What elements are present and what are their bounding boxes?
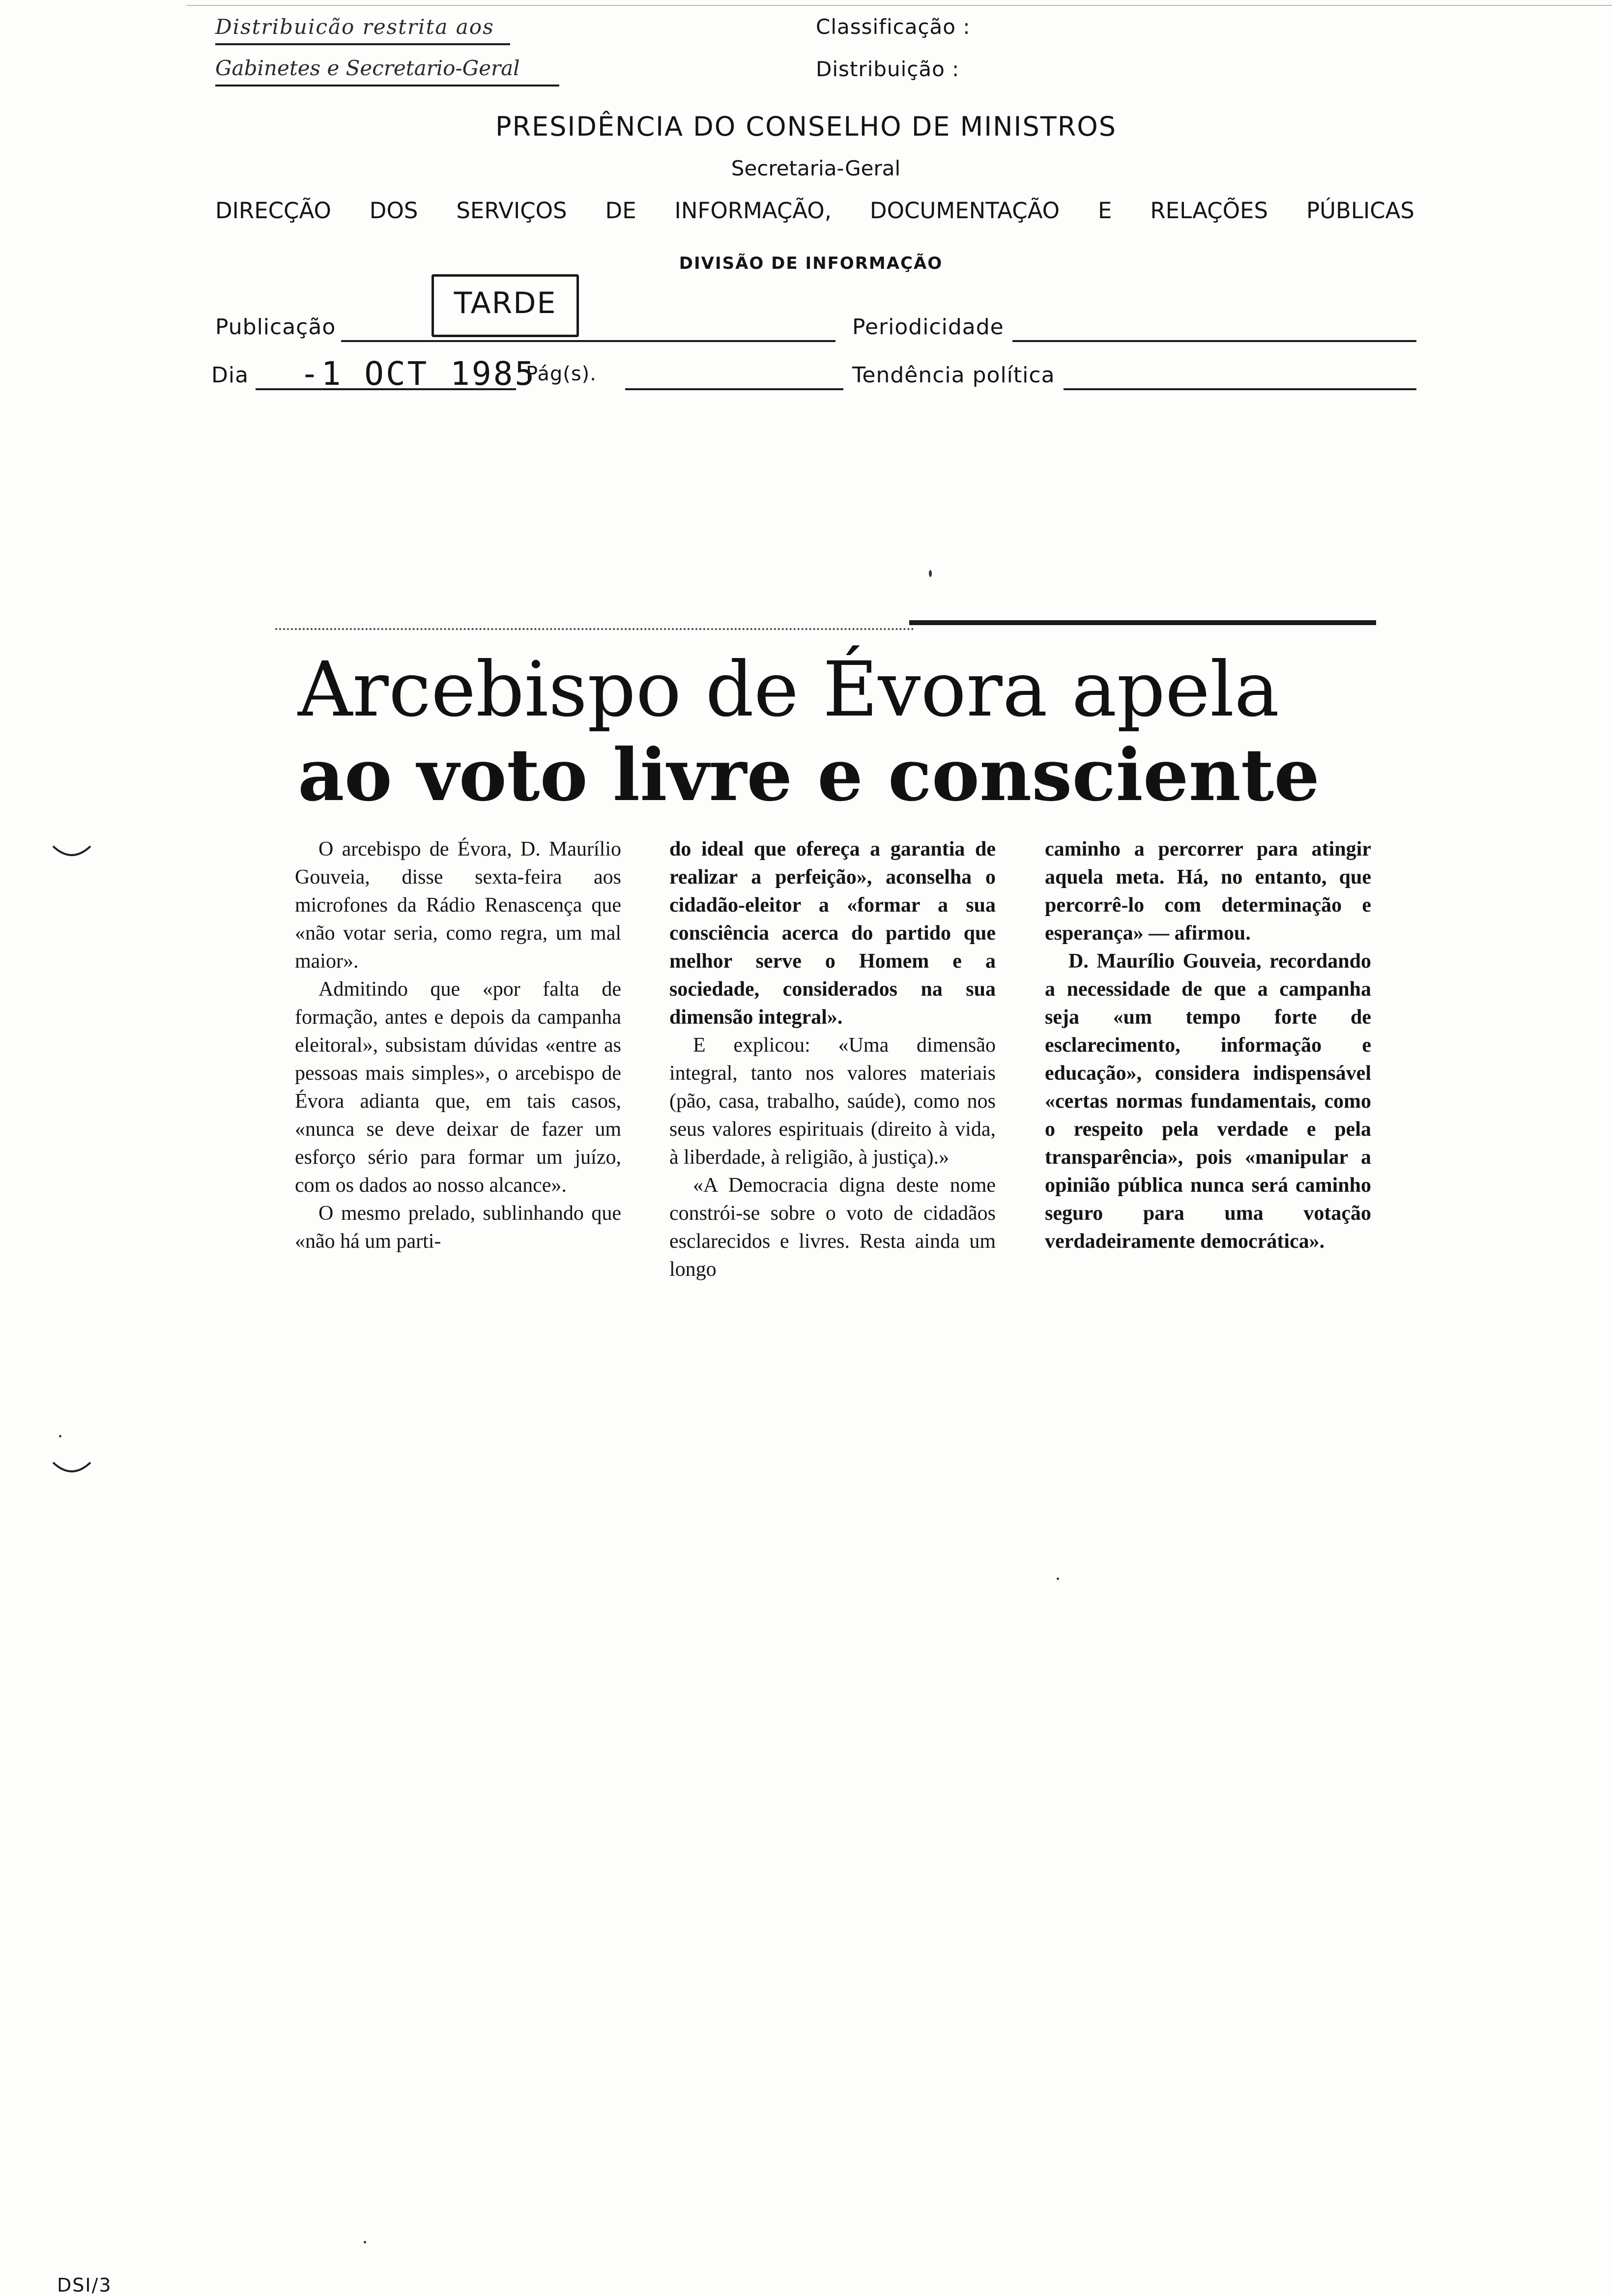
distribution-note-line1: Distribuicão restrita aos [215,15,494,39]
col2-paragraph-2: E explicou: «Uma dimensão integral, tanto nos valores materiais (pão, casa, trabalho, saúde), como nos seus valores espirituais (direito à vida, à liberdade, à religião, à justiça).» [669,1034,996,1169]
institution-title: PRESIDÊNCIA DO CONSELHO DE MINISTROS [495,111,1117,142]
clipping-top-dots [275,628,914,630]
division-title: DIVISÃO DE INFORMAÇÃO [679,254,943,273]
publicacao-line [341,340,835,342]
distribution-note-line2: Gabinetes e Secretario-Geral [215,56,520,80]
punch-hole-mark-lower [51,1460,92,1479]
directorate-title: DIRECÇÃO DOS SERVIÇOS DE INFORMAÇÃO, DOCUMENTAÇÃO E RELAÇÕES PÚBLICAS [215,198,1414,224]
scan-speck [59,1435,61,1437]
col3-paragraph-2: D. Maurílio Gouveia, recordando a necessidade de que a campanha seja «um tempo forte de esclarecimento, informação e educação», considera indispensável «certas normas fundamentais, como o respeito pela verdade e pela transparência», pois «manipular a opinião pública nunca será caminho seguro para uma votação verdadeiramente democrática». [1045,950,1371,1253]
headline-line2: ao voto livre e consciente [298,733,1320,817]
tendencia-line [1064,388,1416,390]
col2-paragraph-3: «A Democracia digna deste nome constrói-se sobre o voto de cidadãos esclarecidos e livres. Resta ainda um longo [669,1174,996,1281]
col3-paragraph-1: caminho a percorrer para atingir aquela meta. Há, no entanto, que percorrê-lo com determinação e esperança» — afirmou. [1045,838,1371,945]
distribuicao-label: Distribuição : [816,57,960,81]
clipping-top-rule [909,620,1376,625]
classificacao-label: Classificação : [816,15,971,39]
headline-line1: Arcebispo de Évora apela [298,646,1280,734]
pags-label: Pág(s). [526,363,597,385]
distribution-note-underline2 [215,85,559,86]
article-column-3 [1045,835,1371,1256]
distribution-note-underline1 [215,43,510,45]
periodicidade-label: Periodicidade [852,315,1004,340]
col2-paragraph-1: do ideal que ofereça a garantia de realizar a perfeição», aconselha o cidadão-eleitor a «formar a sua consciência acerca do partido que melhor serve o Homem e a sociedade, considerados na sua dimensão integral». [669,838,996,1029]
dia-label: Dia [211,363,249,388]
col1-paragraph-3: O mesmo prelado, sublinhando que «não há um parti- [295,1202,621,1253]
publicacao-stamp: TARDE [432,274,579,337]
col1-paragraph-2: Admitindo que «por falta de formação, antes e depois da campanha eleitoral», subsistam dúvidas «entre as pessoas mais simples», o arcebispo de Évora adianta que, em tais casos, «nunca se deve deixar de fazer um esforço sério para formar um juízo, com os dados ao nosso alcance». [295,978,621,1197]
article-column-1 [295,835,621,1256]
tendencia-label: Tendência política [852,363,1055,388]
form-code: DSI/3 [57,2274,112,2296]
col1-paragraph-1: O arcebispo de Évora, D. Maurílio Gouveia, disse sexta-feira aos microfones da Rádio Renascença que «não votar seria, como regra, um mal maior». [295,838,621,973]
top-rule [187,5,1612,6]
secretariat-title: Secretaria-Geral [731,156,901,180]
dia-date-stamp: -1 OCT 1985 [300,355,537,393]
pags-line [625,388,843,390]
scan-speck [929,570,932,577]
article-column-2 [669,835,996,1284]
publicacao-label: Publicação [215,315,336,340]
periodicidade-line [1012,340,1416,342]
punch-hole-mark-upper [51,843,92,863]
scan-speck [1057,1578,1059,1580]
scan-speck [364,2241,366,2243]
